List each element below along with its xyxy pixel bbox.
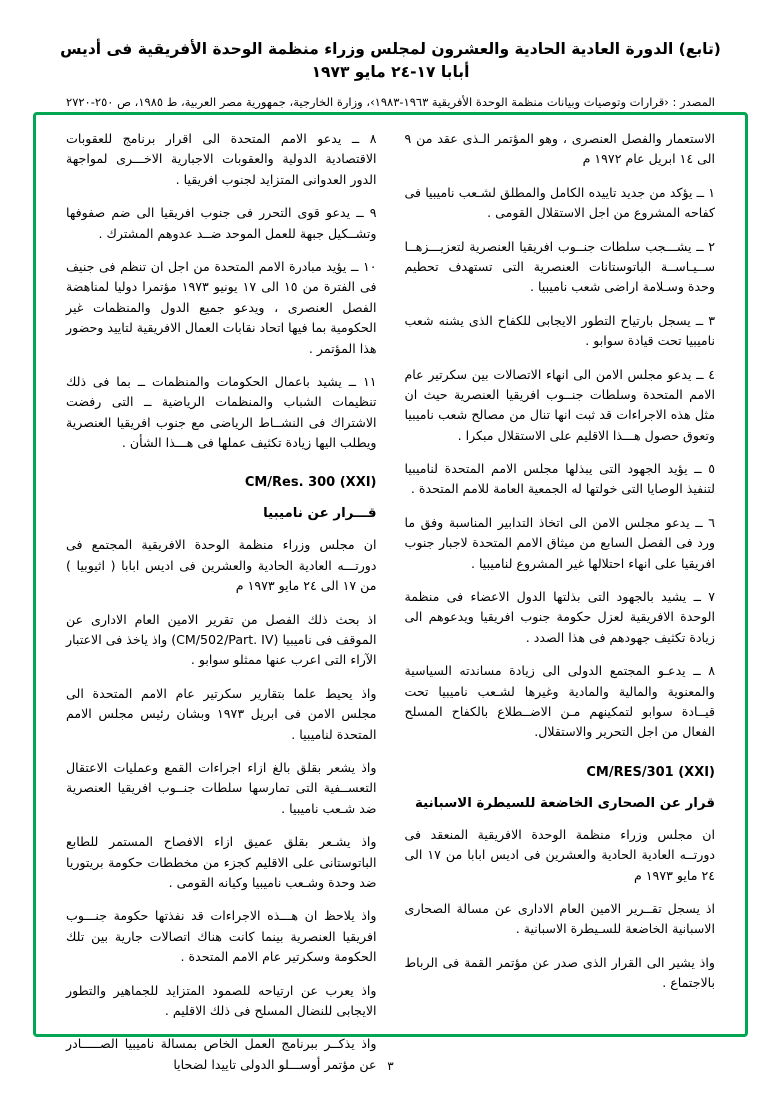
- paragraph: اذ يسجل تقــرير الامين العام الادارى عن مسالة الصحارى الاسبانية الخاضعة للسـيطرة الاسبانية .: [404, 900, 715, 937]
- resolution-title: قـــرار عن ناميبيا: [263, 506, 377, 522]
- paragraph: ٦ ــ يدعو مجلس الامن الى اتخاذ التدابير المناسبة وفق ما ورد فى الفصل السابع من ميثاق الامم المتحدة لاجبار جنوب افريقيا على انهاء احتلالها غير المشروع لناميبيا .: [404, 514, 715, 571]
- column-left: [52, 129, 391, 1072]
- paragraph: ٢ ــ يشـــجب سلطات جنــوب افريقيا العنصرية لتعزيـــزهــا ســيـاســة الباتوستانات العنصرية التى تستهدف تحطيم وحدة وسـلامة اراضى شعب ناميبيا .: [404, 238, 715, 295]
- page-number: ٣: [387, 1059, 394, 1073]
- column-right: [391, 129, 730, 1024]
- paragraph: اذ بحث ذلك الفصل من تقرير الامين العام الادارى عن الموقف فى ناميبيا (CM/502/Part. IV) واذ ياخذ فى الاعتبار الآراء التى اعرب عنها ممثلو سوابو .: [66, 611, 377, 668]
- page-header: [0, 0, 781, 111]
- paragraph: الاستعمار والفصل العنصرى ، وهو المؤتمر الـذى عقد من ٩ الى ١٤ ابريل عام ١٩٧٢ م: [404, 131, 715, 167]
- paragraph: واذ يلاحظ ان هـــذه الاجراءات قد نفذتها حكومة جنـــوب افريقيا العنصرية بينما كانت هناك اتصالات جارية بين تلك الحكومة وسكرتير عام الامم المتحدة .: [66, 908, 377, 965]
- paragraph: ١١ ــ يشيد باعمال الحكومات والمنظمات ــ بما فى ذلك تنظيمات الشباب والمنظمات الرياضية ــ التى رفضت الاشتراك فى النشــاط الرياضى مع جنوب افريقيا العنصرية ويطلب اليها زيادة تكثيف عملها فى هـــذا الشأن .: [66, 373, 377, 451]
- paragraph: واذ يشعر بقلق بالغ ازاء اجراءات القمع وعمليات الاعتقال التعســفية التى تمارسها سلطات جنــوب افريقيا العنصرية ضد شـعب ناميبيا .: [66, 759, 377, 816]
- paragraph: ٥ ــ يؤيد الجهود التى يبذلها مجلس الامم المتحدة لناميبيا لتنفيذ الوصايا التى خولتها له الجمعية العامة للامم المتحدة .: [404, 461, 715, 497]
- content-frame: [33, 112, 748, 1072]
- resolution-key: CM/Res. 300 (XXI): [244, 475, 377, 491]
- paragraph: ١٠ ــ يؤيد مبادرة الامم المتحدة من اجل ان تنظم فى جنيف فى الفترة من ١٥ الى ١٧ يونيو ١٩٧٣ مؤتمرا دوليا لمناهضة الفصل العنصرى ، ويدعو جميع الدول والمنظمات غير الحكومية بما فيها اتحاد نقابات العمال الافريقية لتاييد وحضور هذا المؤتمر .: [66, 258, 377, 356]
- paragraph: ٤ ــ يدعو مجلس الامن الى انهاء الاتصالات بين سكرتير عام الامم المتحدة وسلطات جنــوب افريقيا العنصرية حيث ان مثل هذه الاجراءات قد ثبت انها تنال من مصالح شعب ناميبيا وتعوق حصول هـــذا الاقليم على الاستقلال مبكرا .: [404, 366, 715, 443]
- source-line: المصدر : ‹قرارات وتوصيات وبيانات منظمة الوحدة الأفريقية ١٩٦٣-١٩٨٣›، وزارة الخارجية، جمهورية مصر العربية، ط ١٩٨٥، ص ٢٥٠-٢٧٢٠: [66, 94, 715, 109]
- paragraph: واذ يذكــر ببرنامج العمل الخاص بمسالة ناميبيا الصـــــادر عن مؤتمر أوســـلو الدولى تاييدا لضحايا: [66, 1036, 377, 1072]
- paragraph: ٧ ــ يشيد بالجهود التى بذلتها الدول الاعضاء فى منظمة الوحدة الافريقية لعزل حكومة جنوب افريقيا ويدعوهم الى زيادة تكثيف جهودهم فى هذا الصدد .: [404, 589, 715, 645]
- resolution-key: CM/RES/301 (XXI): [586, 764, 715, 780]
- two-column-layout: [52, 129, 729, 1072]
- paragraph: ٨ ــ يدعـو المجتمع الدولى الى زيادة مساندته السياسية والمعنوية والمالية والمادية وغيرها لشـعب ناميبيا تحت قيــادة سوابو لتمكينهم مـن الاضــطلاع بالكفاح المسلح الفعال من اجل التحرير والاستقلال.: [404, 663, 715, 740]
- paragraph: واذ يشـعر بقلق عميق ازاء الافصاح المستمر للطابع الباتوستانى على الاقليم كجزء من مخططات حكومة بريتوريا ضد وحدة وشـعب ناميبيا وكيانه القومى .: [66, 834, 377, 890]
- paragraph: واذ يشير الى القرار الذى صدر عن مؤتمر القمة فى الرباط بالاجتماع .: [404, 954, 715, 991]
- resolution-title: قرار عن الصحارى الخاضعة للسيطرة الاسبانية: [415, 795, 715, 811]
- paragraph: ٨ ــ يدعو الامم المتحدة الى اقرار برنامج للعقوبات الاقتصادية الدولية والعقوبات الاجبارية الاخـــرى لمواجهة الدور العدوانى المتزايد لجنوب افريقيا .: [66, 131, 377, 187]
- paragraph: واذ يعرب عن ارتياحه للصمود المتزايد للجماهير والتطور الايجابى للنضال المسلح فى ذلك الاقليم .: [66, 982, 377, 1018]
- paragraph: ٣ ــ يسجل بارتياح التطور الايجابى للكفاح الذى يشنه شعب ناميبيا تحت قيادة سوابو .: [404, 312, 715, 349]
- paragraph: ١ ــ يؤكد من جديد تاييده الكامل والمطلق لشـعب ناميبيا فى كفاحه المشروع من اجل الاستقلال القومى .: [404, 184, 715, 221]
- paragraph: واذ يحيط علما بتقارير سكرتير عام الامم المتحدة الى مجلس الامن فى ابريل ١٩٧٣ وبشان رئيس مجلس الامم المتحدة لناميبيا .: [66, 685, 377, 742]
- paragraph: ان مجلس وزراء منظمة الوحدة الافريقية المنعقد فى دورتــه العادية الحادية والعشرين فى اديس ابابا من ١٧ الى ٢٤ مايو ١٩٧٣ م: [404, 826, 716, 883]
- paragraph: ٩ ــ يدعو قوى التحرر فى جنوب افريقيا الى ضم صفوفها وتشــكيل جبهة للعمل الموحد ضــد عدوهم المشترك .: [66, 205, 377, 241]
- page-title: (تابع) الدورة العادية الحادية والعشرون لمجلس وزراء منظمة الوحدة الأفريقية فى أديس أبابا ١٧-٢٤ مايو ١٩٧٣: [60, 40, 721, 82]
- paragraph: ان مجلس وزراء منظمة الوحدة الافريقية المجتمع فى دورتـــه العادية الحادية والعشرين فى اديس ابابا ( اثيوبيا ) من ١٧ الى ٢٤ مايو ١٩٧٣ م: [66, 537, 377, 594]
